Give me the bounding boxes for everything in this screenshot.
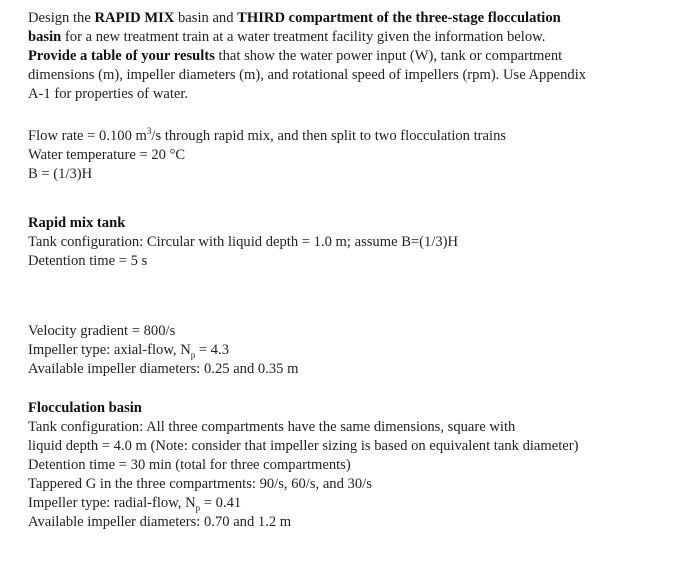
rapid-mix-diameters: Available impeller diameters: 0.25 and 0.35 m <box>28 361 299 377</box>
problem-paragraph <box>28 9 688 104</box>
flocculation-heading: Flocculation basin <box>28 400 142 416</box>
subscript: p <box>195 502 201 513</box>
rapid-mix-config: Tank configuration: Circular with liquid depth = 1.0 m; assume B=(1/3)H <box>28 234 459 250</box>
rapid-mix-detention: Detention time = 5 s <box>28 253 148 269</box>
rapid-mix-gradient: Velocity gradient = 800/s <box>28 323 176 339</box>
flocculation-detention: Detention time = 30 min (total for three compartments) <box>28 457 351 473</box>
text-run: = 0.41 <box>200 495 242 511</box>
subscript: p <box>190 349 196 360</box>
problem-line-3 <box>28 47 688 66</box>
problem-line-2 <box>28 28 688 47</box>
text-run: = 4.3 <box>195 342 230 358</box>
emphasis-compartment: compartment of the three-stage flocculation <box>285 10 561 26</box>
emphasis-rapid-mix: RAPID MIX <box>94 10 175 26</box>
emphasis-third: THIRD <box>237 10 286 26</box>
rapid-mix-impeller <box>28 341 688 360</box>
flocculation-impeller <box>28 494 688 513</box>
superscript: 3 <box>146 126 152 137</box>
flocculation-tapered-g: Tappered G in the three compartments: 90/s, 60/s, and 30/s <box>28 476 372 492</box>
text-run: basin and <box>174 10 238 26</box>
problem-line-1 <box>28 9 688 28</box>
text-run: for a new treatment train at a water treatment facility given the information below. <box>61 29 546 45</box>
text-run: Impeller type: axial-flow, N <box>28 342 191 358</box>
rapid-mix-parameters <box>28 322 688 379</box>
text-run: Flow rate = 0.100 m <box>28 128 147 144</box>
emphasis-provide-table: Provide a table of your results <box>28 48 215 64</box>
emphasis-basin: basin <box>28 29 62 45</box>
text-run: that show the water power input (W), tank or compartment <box>214 48 563 64</box>
problem-line-4: dimensions (m), impeller diameters (m), and rotational speed of impellers (rpm). Use Appendix <box>28 67 587 83</box>
problem-line-5: A-1 for properties of water. <box>28 86 189 102</box>
rapid-mix-heading: Rapid mix tank <box>28 215 126 231</box>
flocculation-section <box>28 399 688 532</box>
text-run: Design the <box>28 10 95 26</box>
text-run: Impeller type: radial-flow, N <box>28 495 196 511</box>
flocculation-config-2: liquid depth = 4.0 m (Note: consider that impeller sizing is based on equivalent tank diameter) <box>28 438 579 454</box>
flow-rate-line <box>28 127 688 146</box>
general-conditions <box>28 127 688 184</box>
flocculation-diameters: Available impeller diameters: 0.70 and 1.2 m <box>28 514 292 530</box>
text-run: /s through rapid mix, and then split to two flocculation trains <box>151 128 507 144</box>
flocculation-config-1: Tank configuration: All three compartments have the same dimensions, square with <box>28 419 516 435</box>
b-ratio-line: B = (1/3)H <box>28 166 93 182</box>
water-temperature-line: Water temperature = 20 °C <box>28 147 186 163</box>
rapid-mix-section <box>28 214 688 271</box>
